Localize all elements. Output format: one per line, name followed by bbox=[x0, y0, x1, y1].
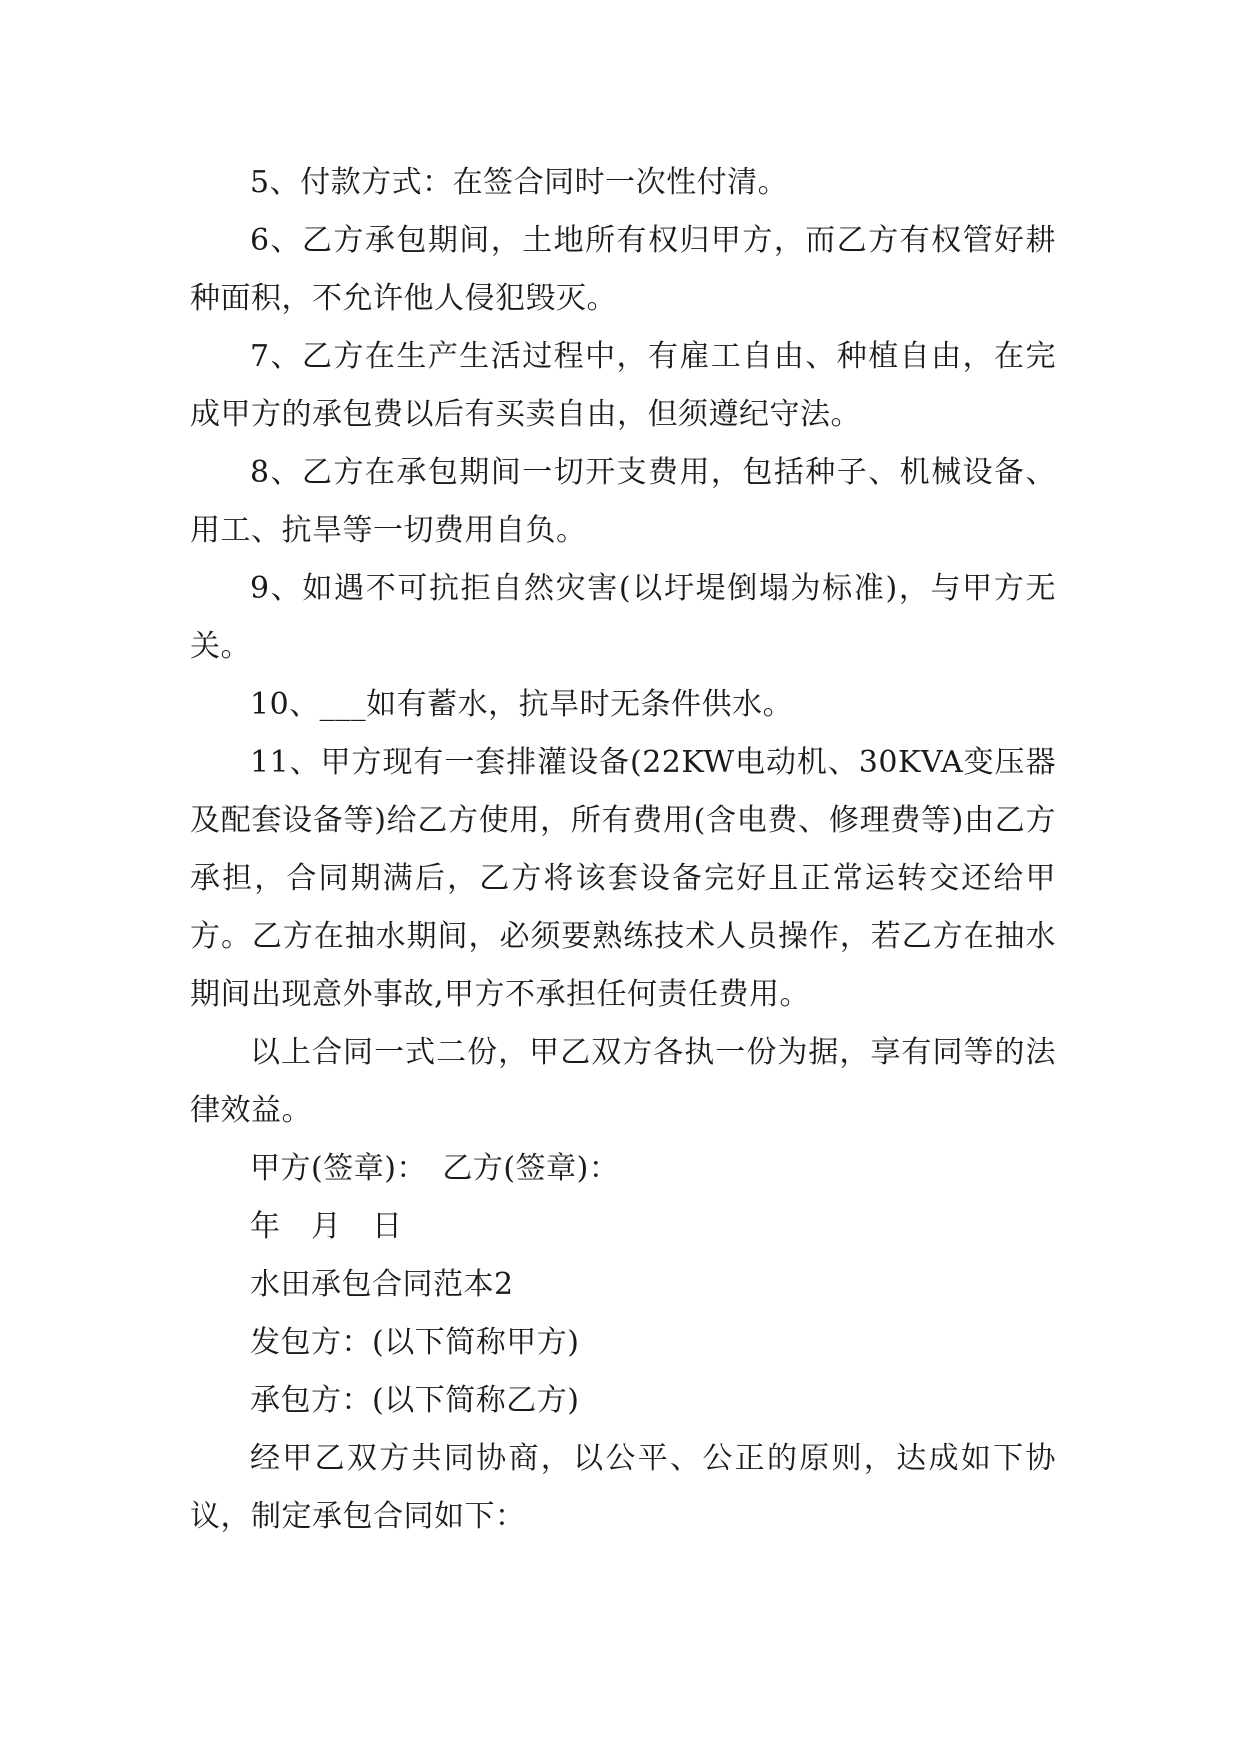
paragraph-land-ownership: 6、乙方承包期间，土地所有权归甲方，而乙方有权管好耕种面积，不允许他人侵犯毁灭。 bbox=[190, 223, 1056, 316]
party-b-line: 承包方：(以下简称乙方) bbox=[250, 1383, 580, 1418]
paragraph-irrigation-equipment: 11、甲方现有一套排灌设备(22KW电动机、30KVA变压器及配套设备等)给乙方使用，所有费用(含电费、修理费等)由乙方承担，合同期满后，乙方将该套设备完好且正常运转交还给甲方。乙方在抽水期间，必须要熟练技术人员操作，若乙方在抽水期间出现意外事故,甲方不承担任何责任费用。 bbox=[190, 745, 1056, 1012]
paragraph-copies: 以上合同一式二份，甲乙双方各执一份为据，享有同等的法律效益。 bbox=[190, 1035, 1056, 1128]
document-body bbox=[190, 154, 1056, 1546]
party-a-line: 发包方：(以下简称甲方) bbox=[250, 1325, 580, 1360]
paragraph-payment-method: 5、付款方式：在签合同时一次性付清。 bbox=[250, 165, 789, 200]
paragraph-production-freedom: 7、乙方在生产生活过程中，有雇工自由、种植自由，在完成甲方的承包费以后有买卖自由，但须遵纪守法。 bbox=[190, 339, 1056, 432]
paragraph-expenses: 8、乙方在承包期间一切开支费用，包括种子、机械设备、用工、抗旱等一切费用自负。 bbox=[190, 455, 1056, 548]
signature-line: 甲方(签章)： 乙方(签章)： bbox=[250, 1151, 620, 1186]
paragraph-agreement-intro: 经甲乙双方共同协商，以公平、公正的原则，达成如下协议，制定承包合同如下： bbox=[190, 1441, 1056, 1534]
paragraph-natural-disaster: 9、如遇不可抗拒自然灾害(以圩堤倒塌为标准)，与甲方无关。 bbox=[190, 571, 1056, 664]
paragraph-water-supply: 10、___如有蓄水，抗旱时无条件供水。 bbox=[250, 687, 794, 722]
date-line: 年 月 日 bbox=[250, 1209, 403, 1244]
section-title-template-2: 水田承包合同范本2 bbox=[250, 1267, 514, 1302]
